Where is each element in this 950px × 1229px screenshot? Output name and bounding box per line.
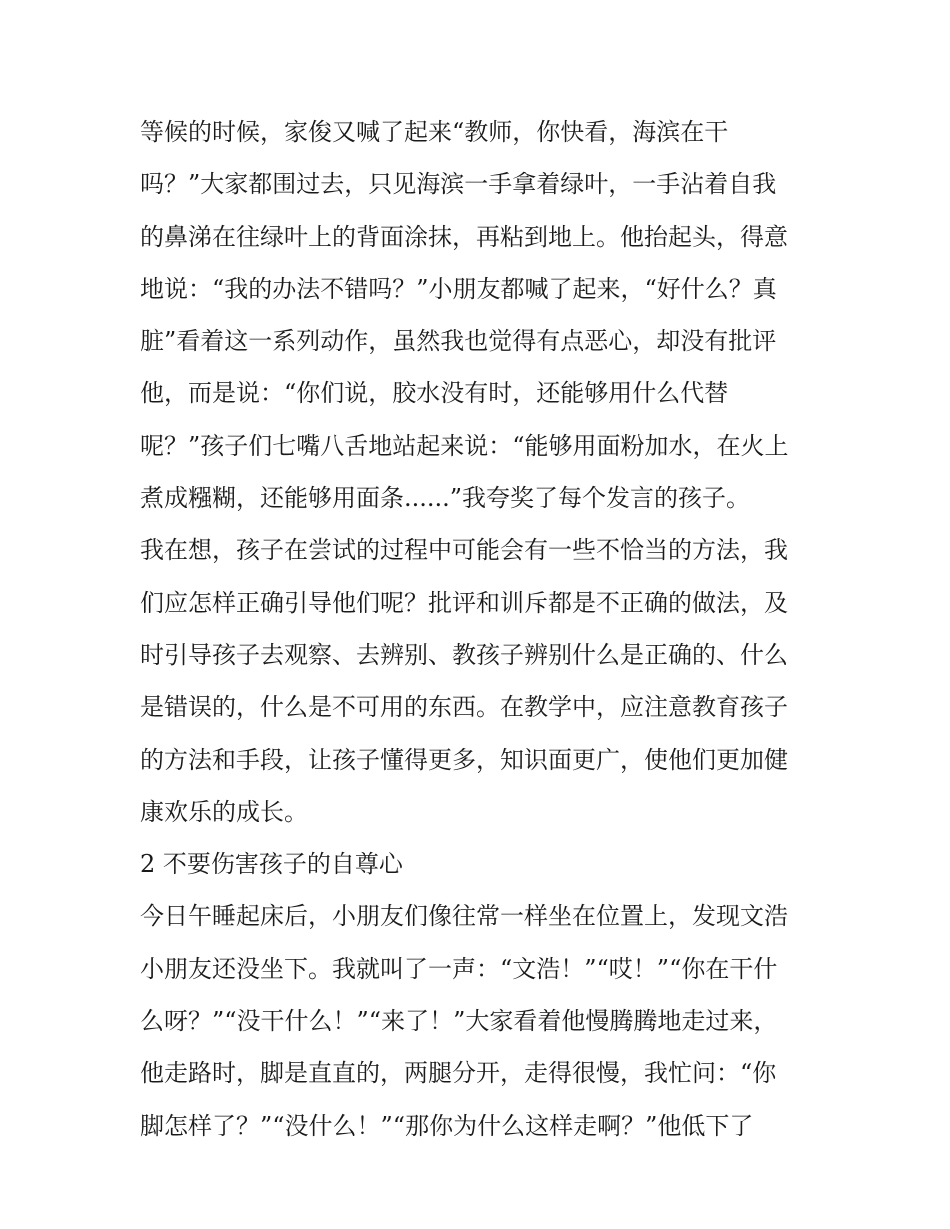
text-line: 我在想，孩子在尝试的过程中可能会有一些不恰当的方法，我 [140,536,788,565]
text-line: 呢？”孩子们七嘴八舌地站起来说：“能够用面粉加水，在火上 [140,431,789,460]
text-line: 吗？”大家都围过去，只见海滨一手拿着绿叶，一手沾着自我 [140,170,777,199]
text-line: 时引导孩子去观察、去辨别、教孩子辨别什么是正确的、什么 [140,640,788,669]
document-body [140,106,820,1152]
text-line: 地说：“我的办法不错吗？”小朋友都喊了起来，“好什么？真 [140,274,777,303]
text-line: 么呀？”“没干什么！”“来了！”大家看着他慢腾腾地走过来， [140,1007,778,1036]
text-line: 是错误的，什么是不可用的东西。在教学中，应注意教育孩子 [140,693,788,722]
text-line: 脏”看着这一系列动作，虽然我也觉得有点恶心，却没有批评 [140,327,777,356]
text-line: 康欢乐的成长。 [140,797,308,826]
text-line: 等候的时候，家俊又喊了起来“教师，你快看，海滨在干 [140,118,729,146]
text-line: 今日午睡起床后，小朋友们像往常一样坐在位置上，发现文浩 [140,902,788,931]
text-line: 脚怎样了？”“没什么！”“那你为什么这样走啊？”他低下了 [140,1111,754,1140]
section-heading: 2 不要伤害孩子的自尊心 [140,850,403,879]
text-line: 的方法和手段，让孩子懂得更多，知识面更广，使他们更加健 [140,745,788,774]
text-line: 他，而是说：“你们说，胶水没有时，还能够用什么代替 [140,379,729,408]
text-line: 他走路时，脚是直直的，两腿分开，走得很慢，我忙问：“你 [140,1059,777,1088]
text-line: 小朋友还没坐下。我就叫了一声：“文浩！”“哎！”“你在干什 [140,954,778,983]
text-line: 的鼻涕在往绿叶上的背面涂抹，再粘到地上。他抬起头，得意 [140,222,788,251]
text-line: 煮成糨糊，还能够用面条......”我夸奖了每个发言的孩子。 [140,484,751,513]
text-line: 们应怎样正确引导他们呢？批评和训斥都是不正确的做法，及 [140,588,788,617]
